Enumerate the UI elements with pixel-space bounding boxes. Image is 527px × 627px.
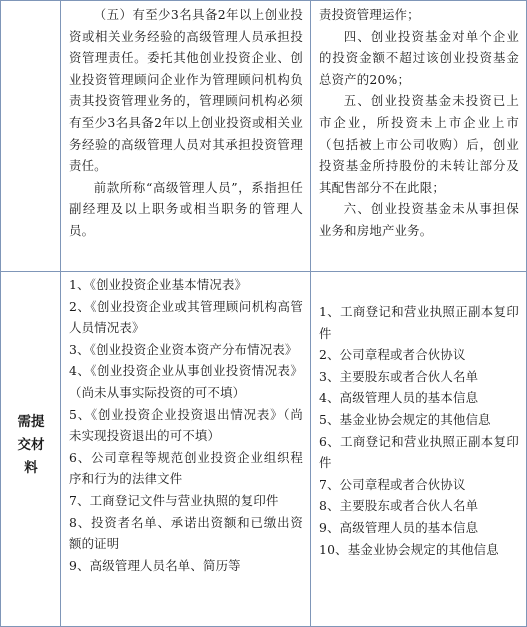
list-item: 7、公司章程或者合伙协议: [319, 476, 466, 492]
list-item: 9、高级管理人员名单、简历等: [69, 557, 241, 573]
list-item: 6、工商登记和营业执照正副本复印件: [319, 433, 519, 471]
row1-right-cell: [319, 4, 519, 268]
list-item: 4、《创业投资企业从事创业投资情况表》（尚未从事实际投资的可不填）: [69, 363, 303, 400]
list-item: 9、高级管理人员的基本信息: [319, 519, 479, 535]
list-item: 6、公司章程等规范创业投资企业组织程序和行为的法律文件: [69, 449, 303, 487]
list-item: 7、工商登记文件与营业执照的复印件: [69, 492, 279, 508]
label-line-1: 需提: [17, 414, 45, 430]
row2-right-list: [319, 301, 519, 621]
list-item: 4、高级管理人员的基本信息: [319, 390, 479, 406]
list-item: 2、《创业投资企业或其管理顾问机构高管人员情况表》: [69, 298, 303, 336]
list-item: 8、主要股东或者合伙人名单: [319, 498, 479, 514]
list-item: 3、《创业投资企业资本资产分布情况表》: [69, 341, 298, 357]
row1-right-paragraph-1: 责投资管理运作；: [319, 7, 420, 22]
list-item: 3、主要股东或者合伙人名单: [319, 368, 479, 384]
list-item: 1、《创业投资企业基本情况表》: [69, 277, 248, 292]
label-line-3: 料: [24, 460, 38, 476]
label-line-2: 交材: [17, 437, 45, 453]
row1-right-paragraph-4: 六、创业投资基金未从事担保业务和房地产业务。: [319, 201, 519, 238]
row2-left-list: [69, 274, 303, 624]
list-item: 8、投资者名单、承诺出资额和已缴出资额的证明: [69, 514, 303, 552]
list-item: 5、基金业协会规定的其他信息: [319, 411, 491, 427]
list-item: 10、基金业协会规定的其他信息: [319, 541, 499, 557]
list-item: 1、工商登记和营业执照正副本复印件: [319, 304, 519, 341]
row1-right-paragraph-2: 四、创业投资基金对单个企业的投资金额不超过该创业投资基金总资产的20%；: [319, 28, 519, 87]
required-materials-label: [1, 411, 61, 480]
row1-left-cell: [69, 4, 303, 268]
row-divider: [1, 271, 526, 272]
row1-left-paragraph-1: （五）有至少3名具备2年以上创业投资或相关业务经验的高级管理人员承担投资管理责任。委托其他创业投资企业、创业投资管理顾问企业作为管理顾问机构负责其投资管理业务的，管理顾问机构必须有至少3名具备2年以上创业投资或相关业务经验的高级管理人员对其承担投资管理责任。: [69, 7, 303, 174]
list-item: 2、公司章程或者合伙协议: [319, 347, 466, 363]
column-divider-label: [60, 1, 61, 626]
row1-left-paragraph-2: 前款所称“高级管理人员”，系指担任副经理及以上职务或相当职务的管理人员。: [69, 179, 303, 238]
column-divider-middle: [310, 1, 311, 626]
list-item: 5、《创业投资企业投资退出情况表》（尚未实现投资退出的可不填）: [69, 406, 303, 444]
row1-right-paragraph-3: 五、创业投资基金未投资已上市企业，所投资未上市企业上市（包括被上市公司收购）后，创业投资基金所持股份的未转让部分及其配售部分不在此限；: [319, 93, 519, 195]
